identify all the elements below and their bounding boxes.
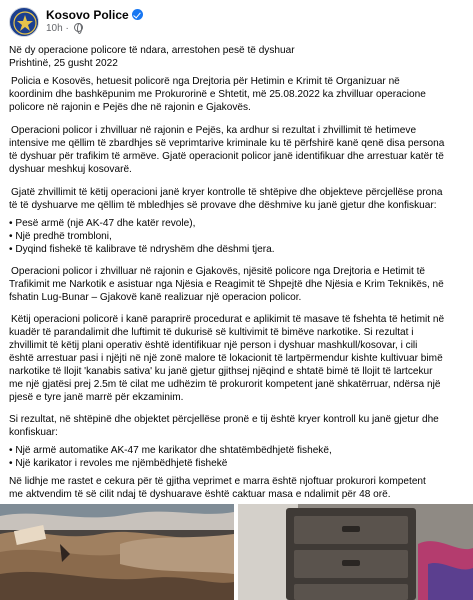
text-line: me aktvendim të së cilit ndaj të dyshuarave është caktuar masa e ndalimit për 48 orë. [9, 489, 391, 500]
text-line: Këtij operacioni policorë i kanë paraprirë procedurat e aplikimit të masave të fshehta të hetimit në [11, 314, 445, 325]
post-meta: 10h · [46, 23, 83, 34]
text-line: të dyshuar për trafikim të armëve. Gjatë operacionit policor janë identifikuar dhe arrestuar katër të [9, 151, 444, 162]
text-line: është arrestuar pasi i njëjti në një zonë malore të lokacionit të lartpërmendur kishte kultivuar bimë [9, 353, 443, 364]
post-title: Në dy operacione policore të ndara, arrestohen pesë të dyshuar [9, 45, 295, 56]
photo-seized-items-image [0, 504, 234, 600]
page-name-row [46, 8, 143, 22]
text-line: Gjatë zhvillimit të këtij operacioni janë kryer kontrolle të shtëpive dhe objekteve përcjellëse prona [11, 187, 443, 198]
text-line: me një gjatësi prej 2.5m të cilat me udhëzim të prokurorit kompetent janë shkatërruar, ndërsa një [9, 379, 441, 390]
text-line: Policia e Kosovës, hetuesit policorë nga Drejtoria për Hetimin e Krimit të Organizuar në [11, 76, 400, 87]
text-line: Operacioni policor i zhvilluar në rajonin e Gjakovës, njësitë policore nga Drejtoria e Hetimit të [11, 266, 426, 277]
police-badge-icon [10, 8, 39, 37]
text-line: dyshuar meshkuj kosovarë. [9, 164, 132, 175]
text-line: Operacioni policor i zhvilluar në rajonin e Pejës, ka ardhur si rezultat i zhvillimit të hetimeve [11, 125, 417, 136]
verified-badge-icon [132, 9, 143, 20]
post-photo-left[interactable] [0, 504, 234, 600]
text-line: Trafikimit me Narkotik e asistuar nga Njësia e Reagimit të Shpejtë dhe Njësia e Krim Teknikës, në [9, 279, 444, 290]
page-avatar[interactable] [9, 7, 39, 37]
list-item: • Dyqind fishekë të kalibrave të ndryshëm dhe dëshmi tjera. [9, 244, 275, 255]
globe-icon[interactable] [74, 23, 83, 32]
list-item: • Një karikator i revoles me njëmbëdhjetë fishekë [9, 458, 228, 469]
text-line: kuadër të parandalimit dhe luftimit të dukurisë së kultivimit të bimëve narkotike. Si rezultat i [9, 327, 414, 338]
list-item: • Pesë armë (një AK-47 dhe katër revole), [9, 218, 196, 229]
text-line: narkotike të llojit 'kanabis sativa' ku janë gjetur gjithsej njëqind e shtatë bimë të llojit të lartcekur [9, 366, 433, 377]
post-photos [0, 504, 473, 600]
text-line: koordinim dhe bashkëpunim me Prokurorinë e Shtetit, më 25.08.2022 ka zhvilluar operacione [9, 89, 426, 100]
post-timestamp[interactable]: 10h [46, 23, 63, 34]
text-line: fshatin Lug-Bunar – Gjakovë kanë realizuar një operacion policor. [9, 292, 302, 303]
text-line: të të dyshuarve me qëllim të mbledhjes së provave dhe dëshmive ku janë gjetur dhe konfiskuar: [9, 200, 437, 211]
text-line: policore në rajonin e Pejës dhe në rajonin e Gjakovës. [9, 102, 251, 113]
photo-storage-cabinet-image [238, 504, 473, 600]
list-item: • Një armë automatike AK-47 me karikator dhe shtatëmbëdhjetë fishekë, [9, 445, 332, 456]
post-photo-right[interactable] [238, 504, 473, 600]
page-name-link[interactable]: Kosovo Police [46, 8, 129, 22]
post-header [0, 0, 473, 42]
text-line: Si rezultat, në shtëpinë dhe objektet përcjellëse pronë e tij është kryer kontroll ku janë gjetur dhe [9, 414, 439, 425]
text-line: konfiskuar: [9, 427, 58, 438]
text-line: intensive me qëllim të zbardhjes së veprimtarive kriminale ku të përfshirë kanë qenë disa persona [9, 138, 445, 149]
list-item: • Një predhë trombloni, [9, 231, 112, 242]
text-line: zhvillimit të këtij plani operativ është identifikuar një person i dyshuar mashkull/kosovar, i cili [9, 340, 418, 351]
post-dateline: Prishtinë, 25 gusht 2022 [9, 58, 118, 69]
text-line: Në lidhje me rastet e cekura për të gjitha veprimet e marra është njoftuar prokurori kompetent [9, 476, 426, 487]
text-line: pjesë e tyre janë marrë për ekzaminim. [9, 392, 184, 403]
